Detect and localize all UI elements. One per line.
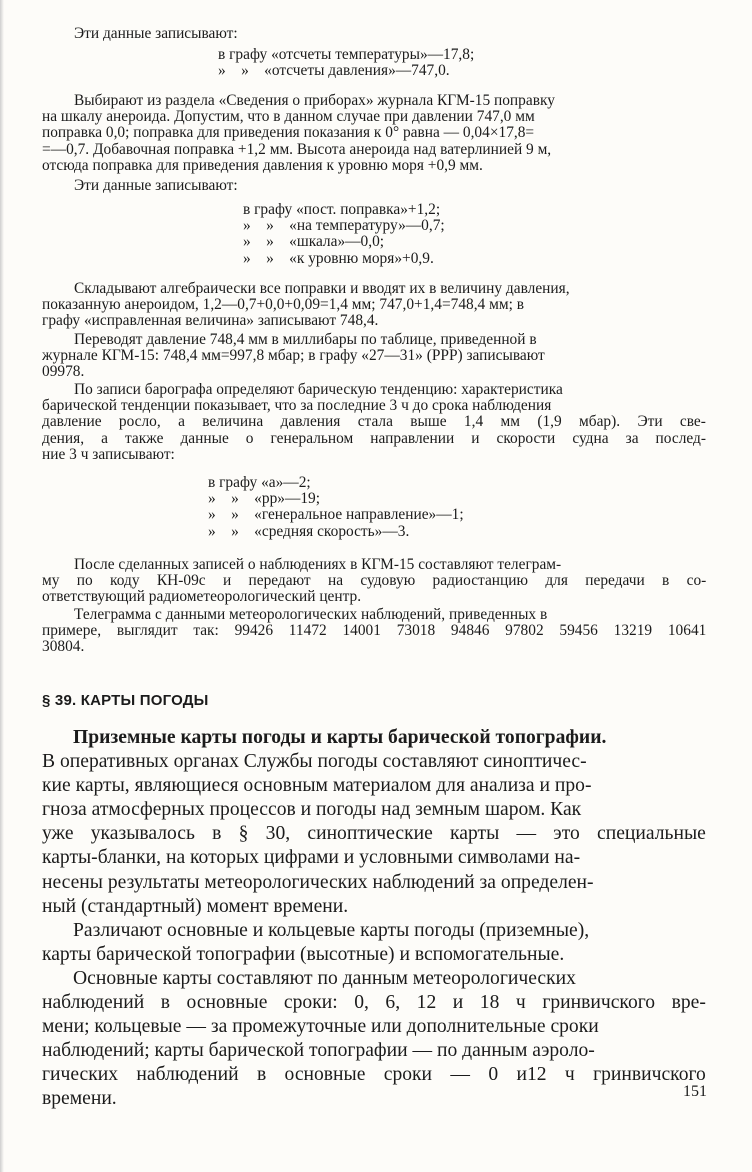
text-line: уже указывалось в § 30, синоптические карты — это специальные bbox=[42, 823, 706, 845]
text-line: мени; кольцевые — за промежуточные или дополнительные сроки bbox=[42, 1016, 599, 1038]
text-line: времени. bbox=[42, 1088, 117, 1110]
subheading: Приземные карты погоды и карты барической топографии. bbox=[73, 727, 607, 748]
text-line: барической тенденции показывает, что за последние 3 ч до срока наблюдения bbox=[42, 397, 552, 415]
list-entry: в графу «пост. поправка»+1,2; bbox=[243, 201, 441, 218]
text-line: гических наблюдений в основные сроки — 0 и12 ч гринвичского bbox=[42, 1064, 706, 1086]
text-line: карты барической топографии (высотные) и вспомогательные. bbox=[42, 944, 565, 966]
text-line: показанную анероидом, 1,2—0,7+0,0+0,09=1,4 мм; 747,0+1,4=748,4 мм; в bbox=[42, 296, 524, 314]
text-line: кие карты, являющиеся основным материалом для анализа и про- bbox=[42, 775, 592, 797]
text-line: графу «исправленная величина» записывают 748,4. bbox=[42, 312, 379, 330]
text-line: гноза атмосферных процессов и погоды над земным шаром. Как bbox=[42, 799, 582, 821]
paragraph-barometric-tendency bbox=[42, 382, 706, 463]
paragraph-aneroid-corrections bbox=[42, 93, 706, 174]
text-line: наблюдений; карты барической топографии — по данным аэроло- bbox=[42, 1040, 595, 1062]
text-line: После сделанных записей о наблюдениях в КГМ-15 составляют телеграм- bbox=[74, 556, 562, 573]
records-list-1 bbox=[218, 47, 474, 79]
text-line: 30804. bbox=[42, 638, 85, 656]
text-line: поправка 0,0; поправка для приведения показания к 0° равна — 0,04×17,8= bbox=[42, 124, 535, 142]
text-line: отсюда поправка для приведения давления к уровню моря +0,9 мм. bbox=[42, 156, 483, 174]
text-line: По записи барографа определяют барическую тенденцию: характеристика bbox=[74, 381, 563, 398]
text-line: Складывают алгебраически все поправки и вводят их в величину давления, bbox=[74, 280, 570, 297]
text-line: Телеграмма с данными метеорологических наблюдений, приведенных в bbox=[74, 606, 548, 623]
text-line: карты-бланки, на которых цифрами и условными символами на- bbox=[42, 847, 581, 869]
text-line: дения, а также данные о генеральном направлении и скорости судна за послед- bbox=[42, 429, 706, 447]
list-entry: » » «средняя скорость»—3. bbox=[208, 522, 410, 540]
paragraph-telegram-example bbox=[42, 607, 706, 656]
text-line: наблюдений в основные сроки: 0, 6, 12 и 18 ч гринвичского вре- bbox=[42, 992, 706, 1014]
text-line: В оперативных органах Службы погоды составляют синоптичес- bbox=[42, 751, 587, 773]
text-line: Переводят давление 748,4 мм в миллибары по таблице, приведенной в bbox=[74, 331, 537, 348]
scan-edge bbox=[0, 0, 4, 1172]
paragraph-telegram-compose bbox=[42, 557, 706, 606]
text-line: 09978. bbox=[42, 363, 85, 381]
text-line: му по коду КН-09с и передают на судовую радиостанцию для передачи в со- bbox=[42, 572, 707, 590]
list-entry: » » «на температуру»—0,7; bbox=[243, 217, 445, 235]
list-entry: » » «шкала»—0,0; bbox=[243, 233, 385, 251]
paragraph-sum-corrections bbox=[42, 281, 706, 330]
paragraph-convert-millibars bbox=[42, 332, 706, 381]
list-entry: в графу «а»—2; bbox=[208, 474, 311, 491]
paragraph-map-types bbox=[42, 919, 706, 967]
paragraph-weather-maps bbox=[42, 726, 706, 919]
records-list-2 bbox=[243, 202, 445, 267]
text-line: несены результаты метеорологических наблюдений за определен- bbox=[42, 871, 594, 893]
records-list-3 bbox=[208, 475, 464, 540]
text-line: ние 3 ч записывают: bbox=[42, 445, 175, 463]
list-entry: » » «к уровню моря»+0,9. bbox=[243, 249, 434, 267]
paragraph-main-maps bbox=[42, 967, 706, 1112]
list-entry: в графу «отсчеты температуры»—17,8; bbox=[218, 46, 475, 63]
text-line: =—0,7. Добавочная поправка +1,2 мм. Высота анероида над ватерлинией 9 м, bbox=[42, 140, 552, 158]
page-number: 151 bbox=[683, 1083, 707, 1100]
list-entry: » » «генеральное направление»—1; bbox=[208, 506, 464, 524]
text-line: ответствующий радиометеорологический центр. bbox=[42, 588, 362, 606]
section-heading: § 39. КАРТЫ ПОГОДЫ bbox=[42, 692, 209, 709]
text-line: Основные карты составляют по данным метеорологических bbox=[73, 968, 576, 989]
text-line: Эти данные записывают: bbox=[74, 25, 238, 42]
text-line: Эти данные записывают: bbox=[74, 177, 238, 194]
records-intro-1 bbox=[74, 26, 238, 42]
list-entry: » » «отсчеты давления»—747,0. bbox=[218, 62, 450, 80]
text-line: ный (стандартный) момент времени. bbox=[42, 895, 349, 917]
records-intro-2 bbox=[74, 178, 238, 194]
text-line: Выбирают из раздела «Сведения о приборах» журнала КГМ-15 поправку bbox=[74, 92, 555, 109]
list-entry: » » «рр»—19; bbox=[208, 490, 321, 508]
text-line: журнале КГМ-15: 748,4 мм=997,8 мбар; в графу «27—31» (РРР) записывают bbox=[42, 347, 545, 365]
text-line: на шкалу анероида. Допустим, что в данном случае при давлении 747,0 мм bbox=[42, 108, 535, 126]
text-line: давление росло, а величина давления стала выше 1,4 мм (1,9 мбар). Эти све- bbox=[42, 413, 706, 431]
text-line: Различают основные и кольцевые карты погоды (приземные), bbox=[73, 920, 590, 941]
text-line: примере, выглядит так: 99426 11472 14001 73018 94846 97802 59456 13219 10641 bbox=[42, 622, 707, 640]
